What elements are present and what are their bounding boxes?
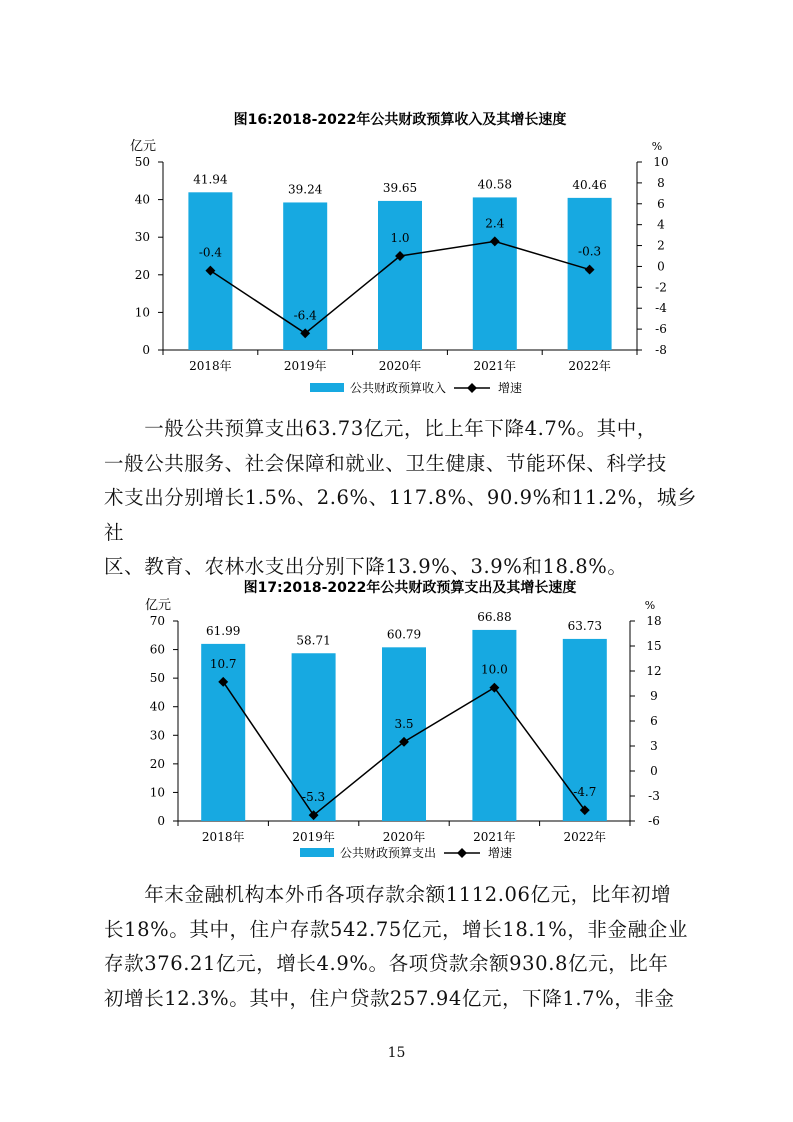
bar-value-label: 63.73 (567, 618, 602, 633)
bar-value-label: 39.65 (382, 180, 418, 195)
x-tick-label: 2021年 (473, 359, 517, 373)
x-tick-label: 2020年 (378, 359, 422, 373)
chart-title: 图16:2018-2022年公共财政预算收入及其增长速度 (233, 112, 567, 128)
left-tick-label: 0 (142, 343, 150, 357)
left-tick-label: 20 (134, 267, 150, 282)
right-tick-label: 18 (646, 614, 662, 628)
growth-value-label: -6.4 (293, 308, 317, 323)
x-tick-label: 2020年 (382, 830, 426, 844)
bar (472, 630, 516, 821)
right-tick-label: 0 (650, 764, 658, 778)
legend-line-label: 增速 (488, 846, 513, 860)
bar (382, 647, 426, 821)
right-tick-label: -3 (648, 789, 660, 803)
legend-line-label: 增速 (498, 381, 523, 395)
x-tick-label: 2022年 (563, 830, 607, 844)
left-axis-unit: 亿元 (144, 598, 172, 613)
left-tick-label: 40 (149, 699, 165, 714)
paragraph-line: 区、教育、农林水支出分别下降13.9%、3.9%和18.8%。 (104, 555, 628, 578)
right-tick-label: 4 (657, 217, 665, 232)
right-axis-unit: % (651, 140, 663, 153)
growth-value-label: 2.4 (485, 216, 505, 231)
x-tick-label: 2018年 (201, 830, 245, 844)
right-tick-label: 15 (646, 639, 662, 653)
right-tick-label: 2 (657, 238, 665, 253)
right-tick-label: -4 (655, 301, 667, 316)
left-tick-label: 10 (149, 785, 165, 800)
x-tick-label: 2019年 (283, 359, 327, 373)
bar-value-label: 41.94 (193, 172, 228, 187)
right-tick-label: -8 (655, 343, 667, 357)
growth-value-label: -4.7 (573, 785, 597, 800)
x-tick-label: 2022年 (568, 359, 611, 373)
chart-expenditure (0, 570, 793, 870)
bar-value-label: 58.71 (296, 633, 331, 648)
bar-value-label: 40.58 (477, 177, 512, 192)
legend-bar-swatch (300, 848, 334, 857)
bar-value-label: 39.24 (288, 182, 323, 197)
bar-value-label: 61.99 (206, 623, 241, 638)
bar-value-label: 66.88 (477, 609, 512, 624)
legend-line-marker (467, 383, 477, 393)
legend-bar-swatch (310, 383, 344, 392)
right-tick-label: 8 (657, 175, 665, 190)
x-tick-label: 2019年 (292, 830, 335, 844)
left-tick-label: 40 (134, 192, 150, 207)
left-tick-label: 0 (157, 814, 165, 828)
paragraph-line: 术支出分别增长1.5%、2.6%、117.8%、90.9%和11.2%，城乡社 (104, 486, 698, 544)
paragraph-line: 存款376.21亿元，增长4.9%。各项贷款余额930.8亿元，比年 (104, 952, 669, 975)
right-tick-label: 3 (650, 739, 658, 753)
paragraph-line: 初增长12.3%。其中，住户贷款257.94亿元，下降1.7%，非金 (104, 986, 675, 1010)
paragraph-line: 一般公共服务、社会保障和就业、卫生健康、节能环保、科学技 (104, 451, 667, 475)
left-axis-unit: 亿元 (129, 139, 157, 154)
chart-svg (0, 570, 793, 870)
growth-value-label: -0.4 (198, 245, 222, 260)
right-axis-unit: % (644, 599, 656, 612)
growth-value-label: 10.7 (209, 656, 237, 671)
paragraph-line: 一般公共预算支出63.73亿元，比上年下降4.7%。其中， (104, 417, 657, 440)
left-tick-label: 20 (149, 756, 165, 771)
left-tick-label: 50 (134, 155, 150, 169)
left-tick-label: 30 (149, 728, 165, 743)
bar-value-label: 60.79 (386, 627, 422, 642)
chart-title: 图17:2018-2022年公共财政预算支出及其增长速度 (243, 580, 577, 596)
right-tick-label: 6 (650, 714, 658, 728)
right-tick-label: 9 (650, 689, 658, 703)
paragraph-line: 长18%。其中，住户存款542.75亿元，增长18.1%，非金融企业 (104, 917, 688, 941)
left-tick-label: 50 (149, 671, 165, 686)
left-tick-label: 70 (149, 614, 165, 628)
legend-bar-label: 公共财政预算收入 (350, 381, 447, 395)
x-tick-label: 2021年 (473, 830, 516, 844)
paragraph-line: 年末金融机构本外币各项存款余额1112.06亿元，比年初增 (104, 883, 672, 906)
chart-svg (0, 100, 793, 400)
bar (378, 201, 422, 350)
left-tick-label: 60 (149, 642, 165, 657)
growth-value-label: -0.3 (578, 244, 602, 259)
growth-value-label: 3.5 (394, 716, 414, 731)
bar-value-label: 40.46 (572, 177, 607, 192)
growth-value-label: -5.3 (302, 790, 326, 805)
chart-revenue (0, 100, 793, 400)
right-tick-label: -6 (655, 322, 667, 337)
right-tick-label: 10 (653, 155, 669, 169)
paragraph-deposits (104, 878, 704, 1016)
right-tick-label: 12 (646, 664, 662, 678)
right-tick-label: -2 (655, 280, 667, 295)
right-tick-label: -6 (648, 814, 660, 828)
legend-bar-label: 公共财政预算支出 (340, 846, 437, 860)
paragraph-expenditure (104, 412, 704, 585)
right-tick-label: 6 (657, 196, 665, 211)
page-number: 15 (387, 1045, 406, 1061)
legend-line-marker (457, 848, 467, 858)
right-tick-label: 0 (657, 259, 665, 274)
bar (283, 202, 327, 350)
left-tick-label: 30 (134, 230, 150, 245)
growth-value-label: 1.0 (390, 231, 410, 245)
left-tick-label: 10 (134, 305, 150, 320)
growth-value-label: 10.0 (481, 662, 508, 677)
x-tick-label: 2018年 (189, 359, 232, 373)
